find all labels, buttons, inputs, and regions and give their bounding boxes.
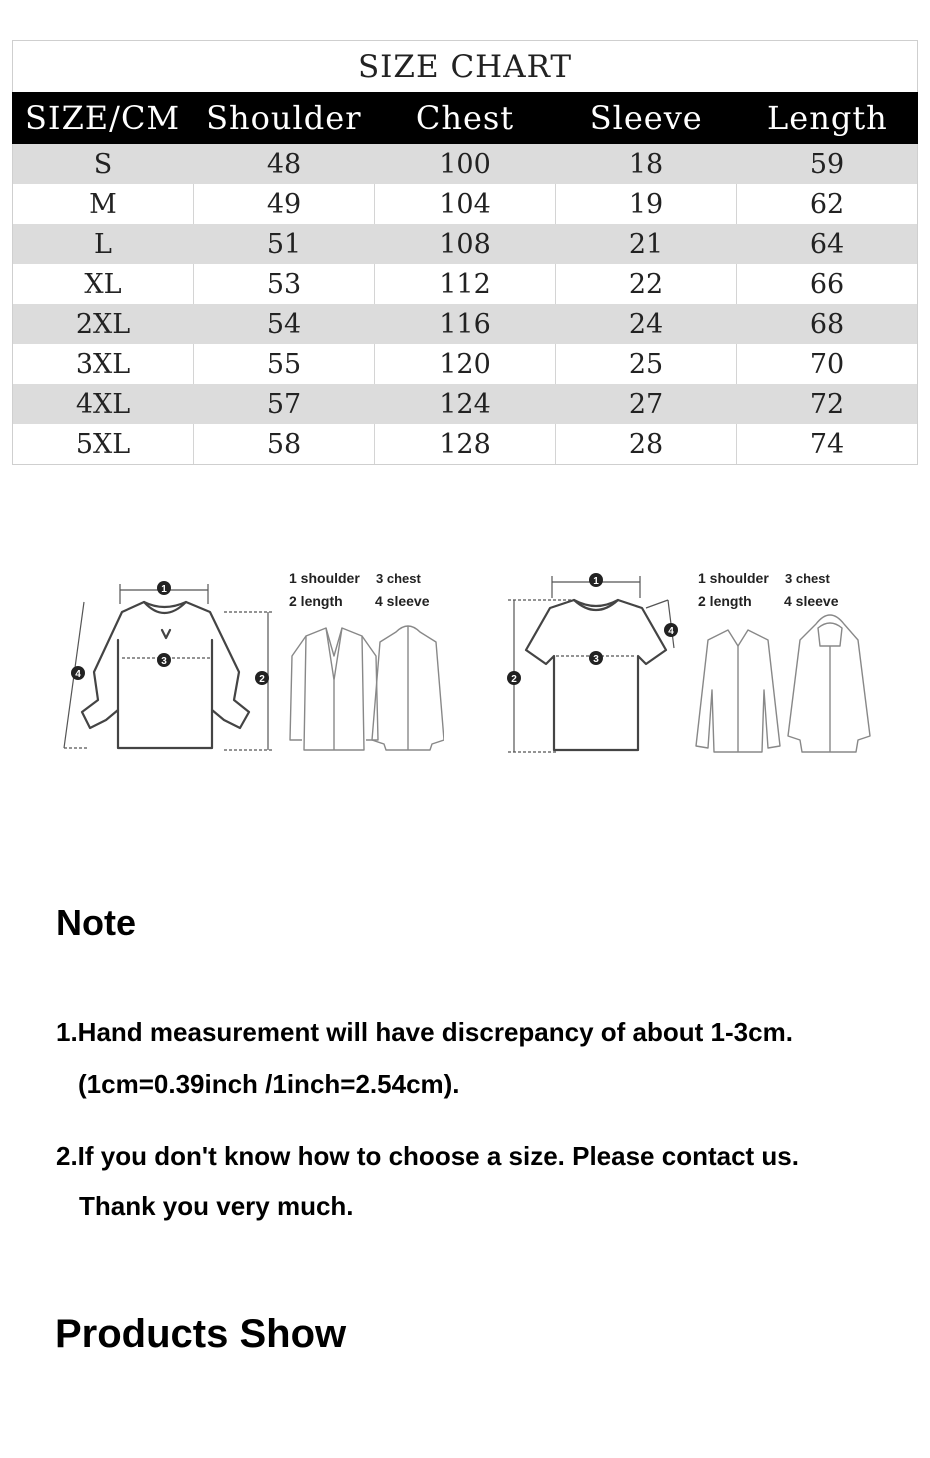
table-row xyxy=(13,304,917,344)
legend-sweatshirt xyxy=(289,570,449,620)
products-show-heading: Products Show xyxy=(55,1312,347,1356)
cell-shoulder: 57 xyxy=(193,384,374,424)
legend-shoulder: 1 shoulder xyxy=(289,570,360,586)
svg-text:2: 2 xyxy=(511,674,517,685)
table-row xyxy=(13,144,917,184)
cell-size: 3XL xyxy=(75,348,131,380)
cell-length: 68 xyxy=(736,304,917,344)
size-chart-title: SIZE CHART xyxy=(12,40,918,92)
legend-sleeve: 4 sleeve xyxy=(784,593,839,609)
cell-size: 4XL xyxy=(75,388,131,420)
cell-shoulder: 51 xyxy=(193,224,374,264)
cell-chest: 120 xyxy=(374,344,555,384)
cell-sleeve: 27 xyxy=(555,384,736,424)
note-line-2-thanks: Thank you very much. xyxy=(79,1191,354,1221)
note-line-2: 2.If you don't know how to choose a size. Please contact us. xyxy=(56,1141,799,1171)
header-shoulder: Shoulder xyxy=(206,99,362,137)
note-heading: Note xyxy=(56,902,136,943)
table-row xyxy=(13,184,917,224)
cell-chest: 116 xyxy=(374,304,555,344)
cell-shoulder: 54 xyxy=(193,304,374,344)
cell-shoulder: 48 xyxy=(193,144,374,184)
cell-length: 74 xyxy=(736,424,917,464)
svg-text:3: 3 xyxy=(593,654,599,665)
cell-chest: 124 xyxy=(374,384,555,424)
legend-shoulder: 1 shoulder xyxy=(698,570,769,586)
size-chart xyxy=(12,40,918,465)
svg-text:1: 1 xyxy=(161,584,167,595)
cell-size: L xyxy=(94,228,112,260)
table-row xyxy=(13,264,917,304)
cell-chest: 112 xyxy=(374,264,555,304)
size-chart-body xyxy=(12,144,918,465)
cell-chest: 104 xyxy=(374,184,555,224)
cell-sleeve: 24 xyxy=(555,304,736,344)
cell-sleeve: 21 xyxy=(555,224,736,264)
cell-sleeve: 22 xyxy=(555,264,736,304)
header-size: SIZE/CM xyxy=(25,99,181,137)
cell-sleeve: 28 xyxy=(555,424,736,464)
cell-length: 70 xyxy=(736,344,917,384)
cell-sleeve: 25 xyxy=(555,344,736,384)
cell-chest: 108 xyxy=(374,224,555,264)
header-chest: Chest xyxy=(415,99,515,137)
legend-chest: 3 chest xyxy=(376,571,421,586)
header-length: Length xyxy=(767,99,888,137)
size-chart-header-row xyxy=(12,92,918,144)
cell-chest: 100 xyxy=(374,144,555,184)
cell-length: 66 xyxy=(736,264,917,304)
cell-size: XL xyxy=(84,268,122,300)
note-line-1-conversion: (1cm=0.39inch /1inch=2.54cm). xyxy=(78,1069,460,1099)
legend-length: 2 length xyxy=(698,593,752,609)
cell-length: 64 xyxy=(736,224,917,264)
cell-length: 59 xyxy=(736,144,917,184)
measurement-diagram-tshirt xyxy=(496,560,896,770)
cell-sleeve: 18 xyxy=(555,144,736,184)
cell-shoulder: 58 xyxy=(193,424,374,464)
table-row xyxy=(13,344,917,384)
cell-shoulder: 53 xyxy=(193,264,374,304)
header-sleeve: Sleeve xyxy=(589,99,703,137)
svg-text:2: 2 xyxy=(259,674,265,685)
legend-tshirt xyxy=(698,570,858,620)
svg-text:1: 1 xyxy=(593,576,599,587)
cell-size: S xyxy=(93,148,113,180)
svg-text:3: 3 xyxy=(161,656,167,667)
svg-text:4: 4 xyxy=(75,669,81,680)
cell-length: 72 xyxy=(736,384,917,424)
cell-size: M xyxy=(89,188,117,220)
svg-text:4: 4 xyxy=(668,626,674,637)
table-row xyxy=(13,384,917,424)
note-line-1: 1.Hand measurement will have discrepancy of about 1-3cm. xyxy=(56,1017,793,1047)
cell-chest: 128 xyxy=(374,424,555,464)
cell-sleeve: 19 xyxy=(555,184,736,224)
cell-shoulder: 55 xyxy=(193,344,374,384)
cell-shoulder: 49 xyxy=(193,184,374,224)
cell-size: 2XL xyxy=(75,308,131,340)
cell-size: 5XL xyxy=(75,428,131,460)
table-row xyxy=(13,424,917,464)
legend-length: 2 length xyxy=(289,593,343,609)
measurement-diagram-sweatshirt xyxy=(44,560,444,770)
legend-sleeve: 4 sleeve xyxy=(375,593,430,609)
legend-chest: 3 chest xyxy=(785,571,830,586)
table-row xyxy=(13,224,917,264)
cell-length: 62 xyxy=(736,184,917,224)
